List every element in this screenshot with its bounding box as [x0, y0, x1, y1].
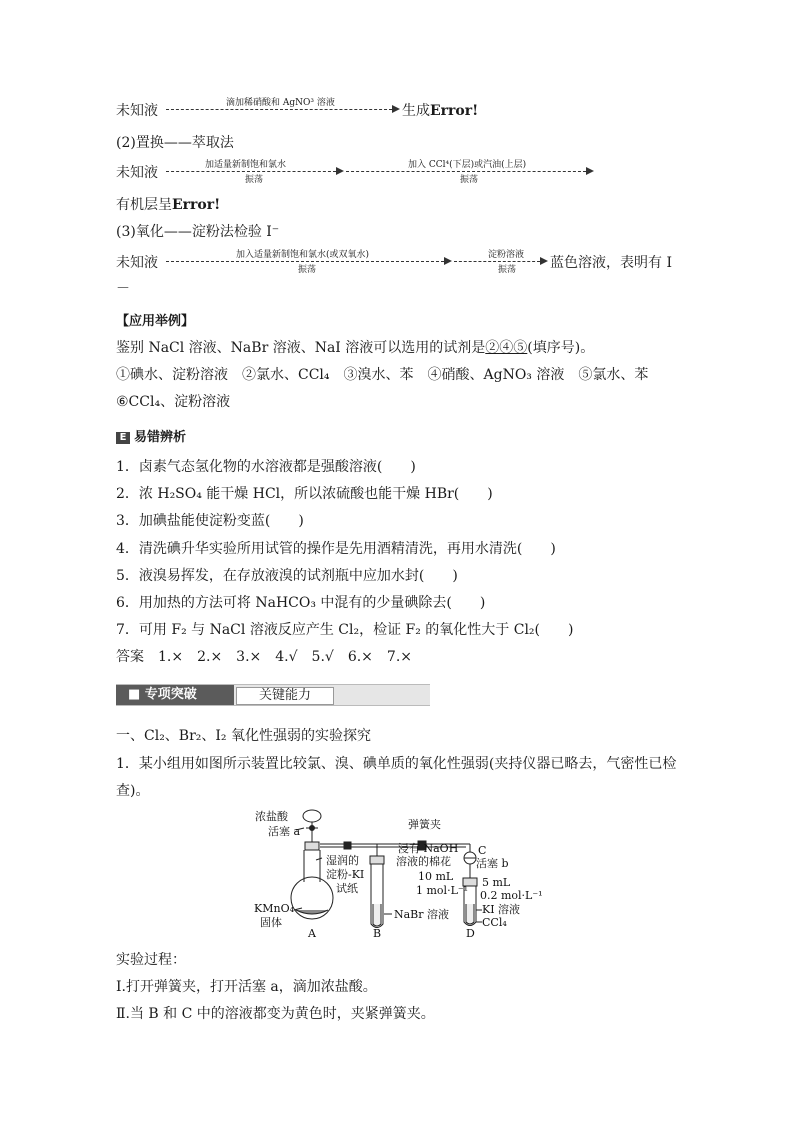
flow2-arrow1-head	[336, 167, 344, 175]
flow3-end-wrap: －	[116, 281, 130, 297]
flow3-arrow2-line	[454, 261, 540, 262]
flow1-arrow-label: 滴加稀硝酸和 AgNO³ 溶液	[226, 98, 335, 108]
flow2-start: 未知液	[116, 165, 158, 181]
error-item: 3．加碘盐能使淀粉变蓝( )	[116, 513, 304, 529]
flow2-arrow2-head	[586, 167, 594, 175]
label-nabr: NaBr 溶液	[394, 908, 450, 921]
error-item: 1．卤素气态氢化物的水溶液都是强酸溶液( )	[116, 459, 416, 475]
flow1-arrow-line	[166, 109, 392, 110]
label-1mol: 1 mol·L⁻¹	[416, 884, 469, 897]
banner-special: ■ 专项突破	[116, 685, 234, 705]
label-02mol: 0.2 mol·L⁻¹	[480, 889, 543, 902]
label-wet2: 淀粉-KI	[326, 868, 365, 881]
flow1-arrow-head	[392, 105, 400, 113]
process-step2: Ⅱ.当 B 和 C 中的溶液都变为黄色时，夹紧弹簧夹。	[116, 1006, 435, 1022]
errors-answer: 答案 1.× 2.× 3.× 4.√ 5.√ 6.× 7.×	[116, 649, 412, 665]
label-valve-a: 活塞 a	[268, 825, 301, 838]
label-d: D	[466, 927, 475, 940]
heading-displacement: (2)置换——萃取法	[116, 135, 234, 151]
error-item: 7．可用 F₂ 与 NaCl 溶液反应产生 Cl₂，检证 F₂ 的氧化性大于 Cl₂( )	[116, 622, 574, 638]
example-options-2: ⑥CCl₄、淀粉溶液	[116, 394, 231, 410]
section1-title: 一、Cl₂、Br₂、I₂ 氧化性强弱的实验探究	[116, 728, 371, 744]
flow2-arrow1-top: 加适量新制饱和氯水	[205, 160, 287, 170]
label-ccl4: CCl₄	[482, 916, 507, 929]
flow3-end: 蓝色溶液，表明有 I	[550, 255, 672, 271]
process-step1: Ⅰ.打开弹簧夹，打开活塞 a，滴加浓盐酸。	[116, 979, 377, 995]
label-solid: 固体	[260, 916, 282, 929]
errors-heading: E 易错辨析	[116, 426, 186, 445]
heading-oxidation: (3)氧化——淀粉法检验 I⁻	[116, 224, 280, 240]
flow3-arrow1-bottom: 振荡	[298, 265, 317, 275]
funnel-bulb	[303, 810, 321, 822]
flow1-start: 未知液	[116, 103, 158, 119]
flow3-arrow2-bottom: 振荡	[498, 265, 517, 275]
flow2-arrow1-bottom: 振荡	[245, 175, 264, 185]
label-valve-b: 活塞 b	[476, 857, 509, 870]
label-naoh2: 溶液的棉花	[396, 855, 451, 868]
flow2-result: 有机层呈Error!	[116, 197, 221, 213]
label-spring-clip: 弹簧夹	[408, 818, 441, 831]
flow3-arrow1-head	[444, 257, 452, 265]
banner-key-ability: 关键能力	[236, 687, 334, 705]
error-tag-icon: E	[116, 432, 130, 444]
label-naoh1: 浸有 NaOH	[398, 842, 459, 855]
section-banner	[116, 684, 430, 706]
flow1-end: 生成Error!	[402, 103, 479, 119]
error-item: 5．液溴易挥发，在存放液溴的试剂瓶中应加水封( )	[116, 568, 458, 584]
label-ki: KI 溶液	[482, 903, 521, 916]
example-question: 鉴别 NaCl 溶液、NaBr 溶液、NaI 溶液可以选用的试剂是②④⑤(填序号)。	[116, 340, 595, 356]
process-title: 实验过程：	[116, 952, 186, 968]
label-wet1: 湿润的	[326, 854, 359, 867]
label-10ml: 10 mL	[418, 870, 454, 883]
flow3-start: 未知液	[116, 255, 158, 271]
label-hcl: 浓盐酸	[255, 810, 288, 823]
flow3-arrow1-top: 加入适量新制饱和氯水(或双氧水)	[236, 250, 370, 260]
error-item: 2．浓 H₂SO₄ 能干燥 HCl，所以浓硫酸也能干燥 HBr( )	[116, 486, 493, 502]
apparatus-figure	[250, 806, 550, 940]
flow3-arrow2-top: 淀粉溶液	[488, 250, 525, 260]
question1-line2: 查)。	[116, 783, 150, 799]
label-5ml: 5 mL	[482, 876, 511, 889]
example-options-1: ①碘水、淀粉溶液 ②氯水、CCl₄ ③溴水、苯 ④硝酸、AgNO₃ 溶液 ⑤氯水、苯	[116, 367, 649, 383]
flow2-arrow2-bottom: 振荡	[460, 175, 479, 185]
error-item: 4．清洗碘升华实验所用试管的操作是先用酒精清洗，再用水清洗( )	[116, 541, 556, 557]
label-wet3: 试纸	[336, 882, 358, 895]
label-b: B	[373, 927, 382, 940]
flow2-arrow2-top: 加入 CCl⁴(下层)或汽油(上层)	[408, 160, 527, 170]
label-a: A	[308, 927, 316, 940]
error-item: 6．用加热的方法可将 NaHCO₃ 中混有的少量碘除去( )	[116, 595, 486, 611]
question1-line1: 1．某小组用如图所示装置比较氯、溴、碘单质的氧化性强弱(夹持仪器已略去，气密性已检	[116, 756, 677, 772]
label-c: C	[478, 844, 487, 857]
flow3-arrow2-head	[540, 257, 548, 265]
label-kmno4: KMnO₄	[254, 902, 294, 915]
example-title: 【应用举例】	[116, 314, 195, 329]
